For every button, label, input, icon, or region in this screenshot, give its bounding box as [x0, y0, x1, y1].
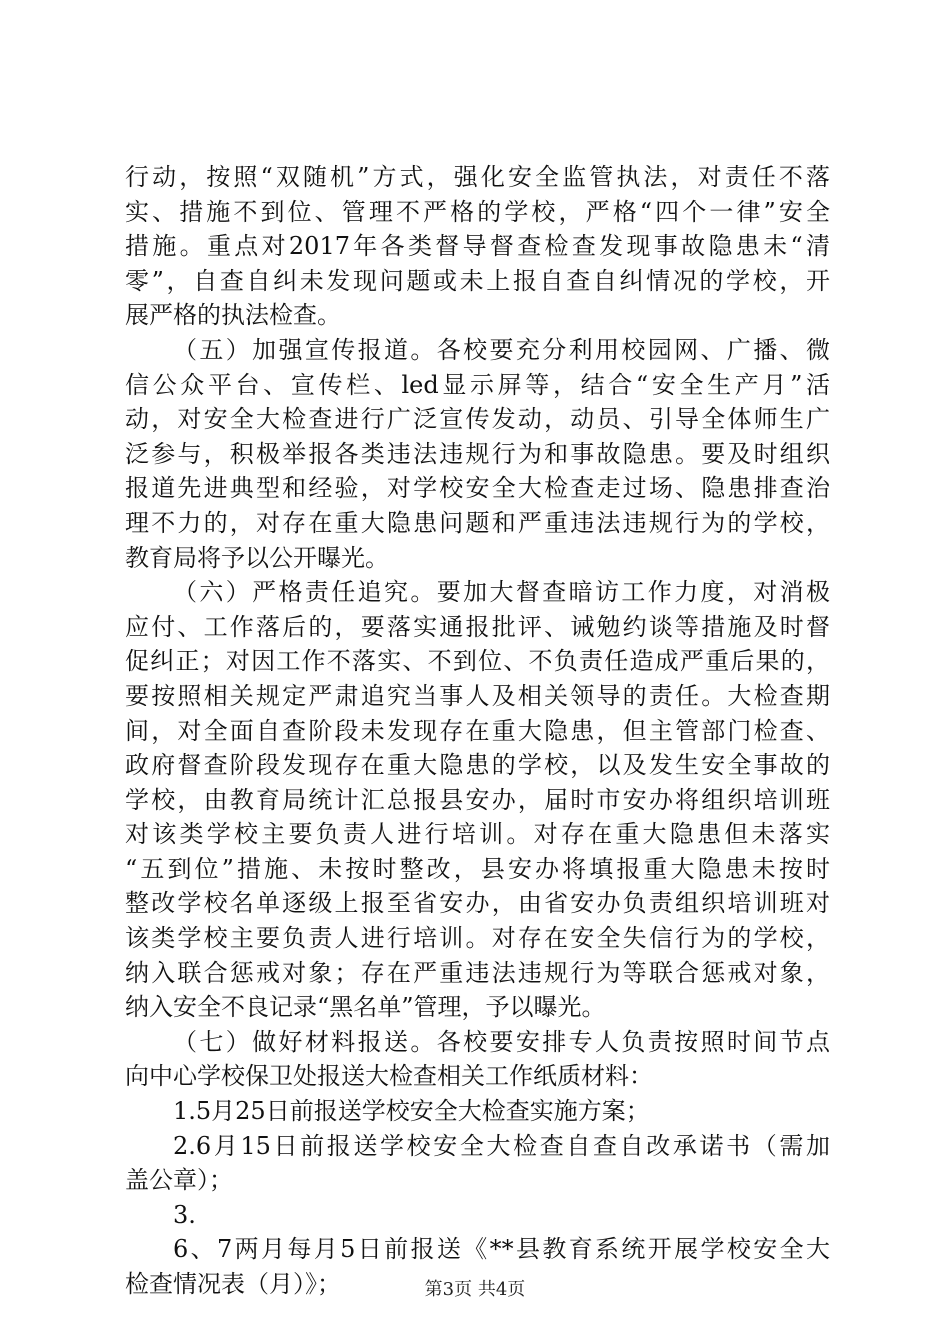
text-line: 理不力的，对存在重大隐患问题和严重违法违规行为的学校， — [125, 508, 830, 537]
text-line: 泛参与，积极举报各类违法违规行为和事故隐患。要及时组织 — [125, 439, 830, 468]
text-line: 要按照相关规定严肃追究当事人及相关领导的责任。大检查期 — [125, 681, 830, 710]
text-line: 该类学校主要负责人进行培训。对存在安全失信行为的学校， — [125, 924, 830, 953]
text-line: 展严格的执法检查。 — [125, 301, 341, 330]
text-line: 措施。重点对2017年各类督导督查检查发现事故隐患未“清 — [125, 232, 830, 261]
text-line: 3. — [173, 1200, 196, 1229]
page-number-label: 第3页 共4页 — [424, 1279, 526, 1300]
text-line: 整改学校名单逐级上报至省安办，由省安办负责组织培训班对 — [125, 889, 830, 918]
text-line: （五）加强宣传报道。各校要充分利用校园网、广播、微 — [173, 335, 830, 364]
document-body — [125, 160, 830, 1302]
text-line: 学校，由教育局统计汇总报县安办，届时市安办将组织培训班 — [125, 785, 830, 814]
text-line: （七）做好材料报送。各校要安排专人负责按照时间节点 — [173, 1027, 830, 1056]
text-line: 1.5月25日前报送学校安全大检查实施方案； — [173, 1097, 650, 1126]
text-line: 动，对安全大检查进行广泛宣传发动，动员、引导全体师生广 — [125, 405, 830, 434]
page-footer — [0, 1278, 950, 1302]
text-line: 对该类学校主要负责人进行培训。对存在重大隐患但未落实 — [125, 820, 830, 849]
text-line: 行动，按照“双随机”方式，强化安全监管执法，对责任不落 — [125, 163, 830, 191]
text-line: 纳入安全不良记录“黑名单”管理，予以曝光。 — [125, 993, 606, 1022]
text-line: 纳入联合惩戒对象；存在严重违法违规行为等联合惩戒对象， — [125, 958, 830, 987]
text-line: 应付、工作落后的，要落实通报批评、诫勉约谈等措施及时督 — [125, 612, 830, 641]
text-line: 政府督查阶段发现存在重大隐患的学校，以及发生安全事故的 — [125, 751, 830, 780]
text-line: 向中心学校保卫处报送大检查相关工作纸质材料： — [125, 1062, 653, 1091]
text-line: 6、7两月每月5日前报送《**县教育系统开展学校安全大 — [173, 1235, 830, 1264]
text-line: “五到位”措施、未按时整改，县安办将填报重大隐患未按时 — [125, 854, 830, 883]
text-line: 促纠正；对因工作不落实、不到位、不负责任造成严重后果的， — [125, 647, 830, 676]
text-line: 检查情况表（月）》； — [125, 1270, 341, 1298]
text-line: 零”，自查自纠未发现问题或未上报自查自纠情况的学校，开 — [125, 266, 830, 295]
text-line: 报道先进典型和经验，对学校安全大检查走过场、隐患排查治 — [125, 474, 830, 503]
text-line: （六）严格责任追究。要加大督查暗访工作力度，对消极 — [173, 578, 830, 607]
text-line: 信公众平台、宣传栏、led显示屏等，结合“安全生产月”活 — [125, 370, 830, 399]
text-line: 实、措施不到位、管理不严格的学校，严格“四个一律”安全 — [125, 197, 830, 226]
text-line: 盖公章）； — [125, 1166, 233, 1195]
text-line: 间，对全面自查阶段未发现存在重大隐患，但主管部门检查、 — [125, 716, 830, 745]
text-line: 教育局将予以公开曝光。 — [125, 543, 389, 572]
text-line: 2.6月15日前报送学校安全大检查自查自改承诺书（需加 — [173, 1131, 830, 1160]
